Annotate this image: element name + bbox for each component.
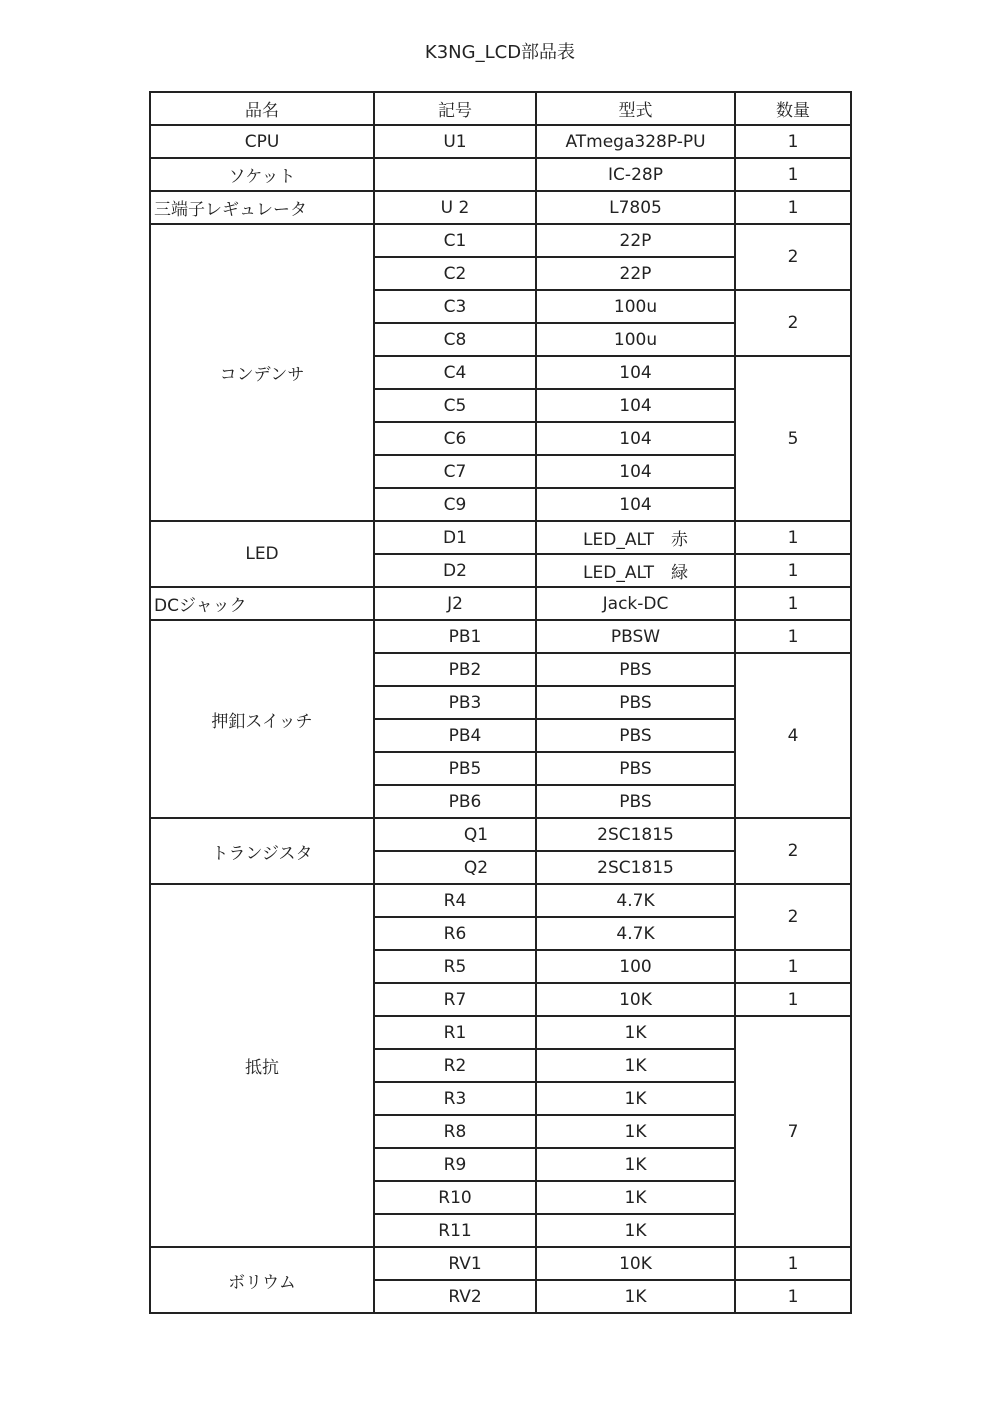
part-type-cell: 2SC1815 [536, 851, 735, 884]
part-type-cell: 1K [536, 1181, 735, 1214]
part-qty-cell: 2 [735, 884, 851, 950]
part-type-cell: 1K [536, 1214, 735, 1247]
part-type-cell: 1K [536, 1148, 735, 1181]
parts-list-body [150, 125, 851, 1313]
part-ref-cell: C7 [374, 455, 536, 488]
part-type-cell: 22P [536, 224, 735, 257]
part-ref-cell: R1 [374, 1016, 536, 1049]
part-ref-cell: R3 [374, 1082, 536, 1115]
part-name-cell: ボリウム [150, 1247, 374, 1313]
part-type-cell: 104 [536, 389, 735, 422]
part-type-cell: 4.7K [536, 917, 735, 950]
part-qty-cell: 1 [735, 1247, 851, 1280]
part-ref-cell: PB3 [374, 686, 536, 719]
table-row [150, 620, 851, 653]
header-qty: 数量 [735, 92, 851, 125]
part-type-cell: 1K [536, 1049, 735, 1082]
part-type-cell: PBS [536, 719, 735, 752]
table-row [150, 224, 851, 257]
part-ref-cell: U1 [374, 125, 536, 158]
part-qty-cell: 5 [735, 356, 851, 521]
part-ref-cell: R7 [374, 983, 536, 1016]
part-ref-cell: C1 [374, 224, 536, 257]
part-type-cell: 100u [536, 323, 735, 356]
part-type-cell: 22P [536, 257, 735, 290]
part-ref-cell: PB5 [374, 752, 536, 785]
part-qty-cell: 1 [735, 521, 851, 554]
part-qty-cell: 1 [735, 191, 851, 224]
table-row [150, 587, 851, 620]
table-row [150, 158, 851, 191]
part-type-cell: Jack-DC [536, 587, 735, 620]
part-name-cell: 三端子レギュレータ [150, 191, 374, 224]
header-type: 型式 [536, 92, 735, 125]
part-name-cell: 押釦スイッチ [150, 620, 374, 818]
part-ref-cell: C2 [374, 257, 536, 290]
part-type-cell: 104 [536, 488, 735, 521]
part-ref-cell: PB6 [374, 785, 536, 818]
part-ref-cell: R10 [374, 1181, 536, 1214]
table-row [150, 125, 851, 158]
document-title: K3NG_LCD部品表 [424, 42, 576, 63]
part-qty-cell: 1 [735, 950, 851, 983]
part-ref-cell: Q2 [374, 851, 536, 884]
part-type-cell: 10K [536, 983, 735, 1016]
part-type-cell: LED_ALT 緑 [536, 554, 735, 587]
part-type-cell: L7805 [536, 191, 735, 224]
part-type-cell: LED_ALT 赤 [536, 521, 735, 554]
part-qty-cell: 7 [735, 1016, 851, 1247]
part-ref-cell: RV2 [374, 1280, 536, 1313]
part-ref-cell: RV1 [374, 1247, 536, 1280]
part-type-cell: PBS [536, 653, 735, 686]
part-qty-cell: 1 [735, 620, 851, 653]
part-ref-cell: R11 [374, 1214, 536, 1247]
part-ref-cell: C4 [374, 356, 536, 389]
part-qty-cell: 1 [735, 158, 851, 191]
part-type-cell: 100u [536, 290, 735, 323]
part-qty-cell: 4 [735, 653, 851, 818]
part-qty-cell: 1 [735, 983, 851, 1016]
part-name-cell: トランジスタ [150, 818, 374, 884]
part-qty-cell: 2 [735, 818, 851, 884]
part-type-cell: PBS [536, 686, 735, 719]
part-type-cell: 100 [536, 950, 735, 983]
part-qty-cell: 1 [735, 1280, 851, 1313]
part-type-cell: ATmega328P-PU [536, 125, 735, 158]
table-row [150, 521, 851, 554]
part-ref-cell [374, 158, 536, 191]
part-name-cell: 抵抗 [150, 884, 374, 1247]
part-ref-cell: R5 [374, 950, 536, 983]
table-row [150, 191, 851, 224]
part-type-cell: 2SC1815 [536, 818, 735, 851]
table-row [150, 818, 851, 851]
part-ref-cell: Q1 [374, 818, 536, 851]
part-ref-cell: R2 [374, 1049, 536, 1082]
part-type-cell: PBS [536, 752, 735, 785]
part-name-cell: DCジャック [150, 587, 374, 620]
part-ref-cell: C3 [374, 290, 536, 323]
part-type-cell: PBS [536, 785, 735, 818]
part-ref-cell: D1 [374, 521, 536, 554]
part-ref-cell: C8 [374, 323, 536, 356]
table-row [150, 884, 851, 917]
part-ref-cell: R8 [374, 1115, 536, 1148]
part-ref-cell: D2 [374, 554, 536, 587]
part-type-cell: 1K [536, 1082, 735, 1115]
part-ref-cell: PB2 [374, 653, 536, 686]
part-ref-cell: J2 [374, 587, 536, 620]
header-ref: 記号 [374, 92, 536, 125]
part-ref-cell: R4 [374, 884, 536, 917]
part-qty-cell: 2 [735, 224, 851, 290]
part-name-cell: コンデンサ [150, 224, 374, 521]
part-qty-cell: 1 [735, 587, 851, 620]
part-ref-cell: C9 [374, 488, 536, 521]
part-type-cell: 1K [536, 1016, 735, 1049]
part-qty-cell: 1 [735, 554, 851, 587]
header-name: 品名 [150, 92, 374, 125]
parts-list-table [149, 91, 852, 1314]
part-ref-cell: R6 [374, 917, 536, 950]
part-ref-cell: R9 [374, 1148, 536, 1181]
part-type-cell: 4.7K [536, 884, 735, 917]
part-ref-cell: U 2 [374, 191, 536, 224]
part-type-cell: 104 [536, 455, 735, 488]
part-type-cell: 104 [536, 422, 735, 455]
part-qty-cell: 2 [735, 290, 851, 356]
table-row [150, 1247, 851, 1280]
part-name-cell: LED [150, 521, 374, 587]
part-name-cell: ソケット [150, 158, 374, 191]
header-row [150, 92, 851, 125]
part-type-cell: 1K [536, 1115, 735, 1148]
part-type-cell: 1K [536, 1280, 735, 1313]
part-ref-cell: PB4 [374, 719, 536, 752]
part-type-cell: PBSW [536, 620, 735, 653]
part-ref-cell: C6 [374, 422, 536, 455]
part-ref-cell: C5 [374, 389, 536, 422]
part-name-cell: CPU [150, 125, 374, 158]
part-ref-cell: PB1 [374, 620, 536, 653]
part-type-cell: 104 [536, 356, 735, 389]
part-qty-cell: 1 [735, 125, 851, 158]
part-type-cell: 10K [536, 1247, 735, 1280]
part-type-cell: IC-28P [536, 158, 735, 191]
